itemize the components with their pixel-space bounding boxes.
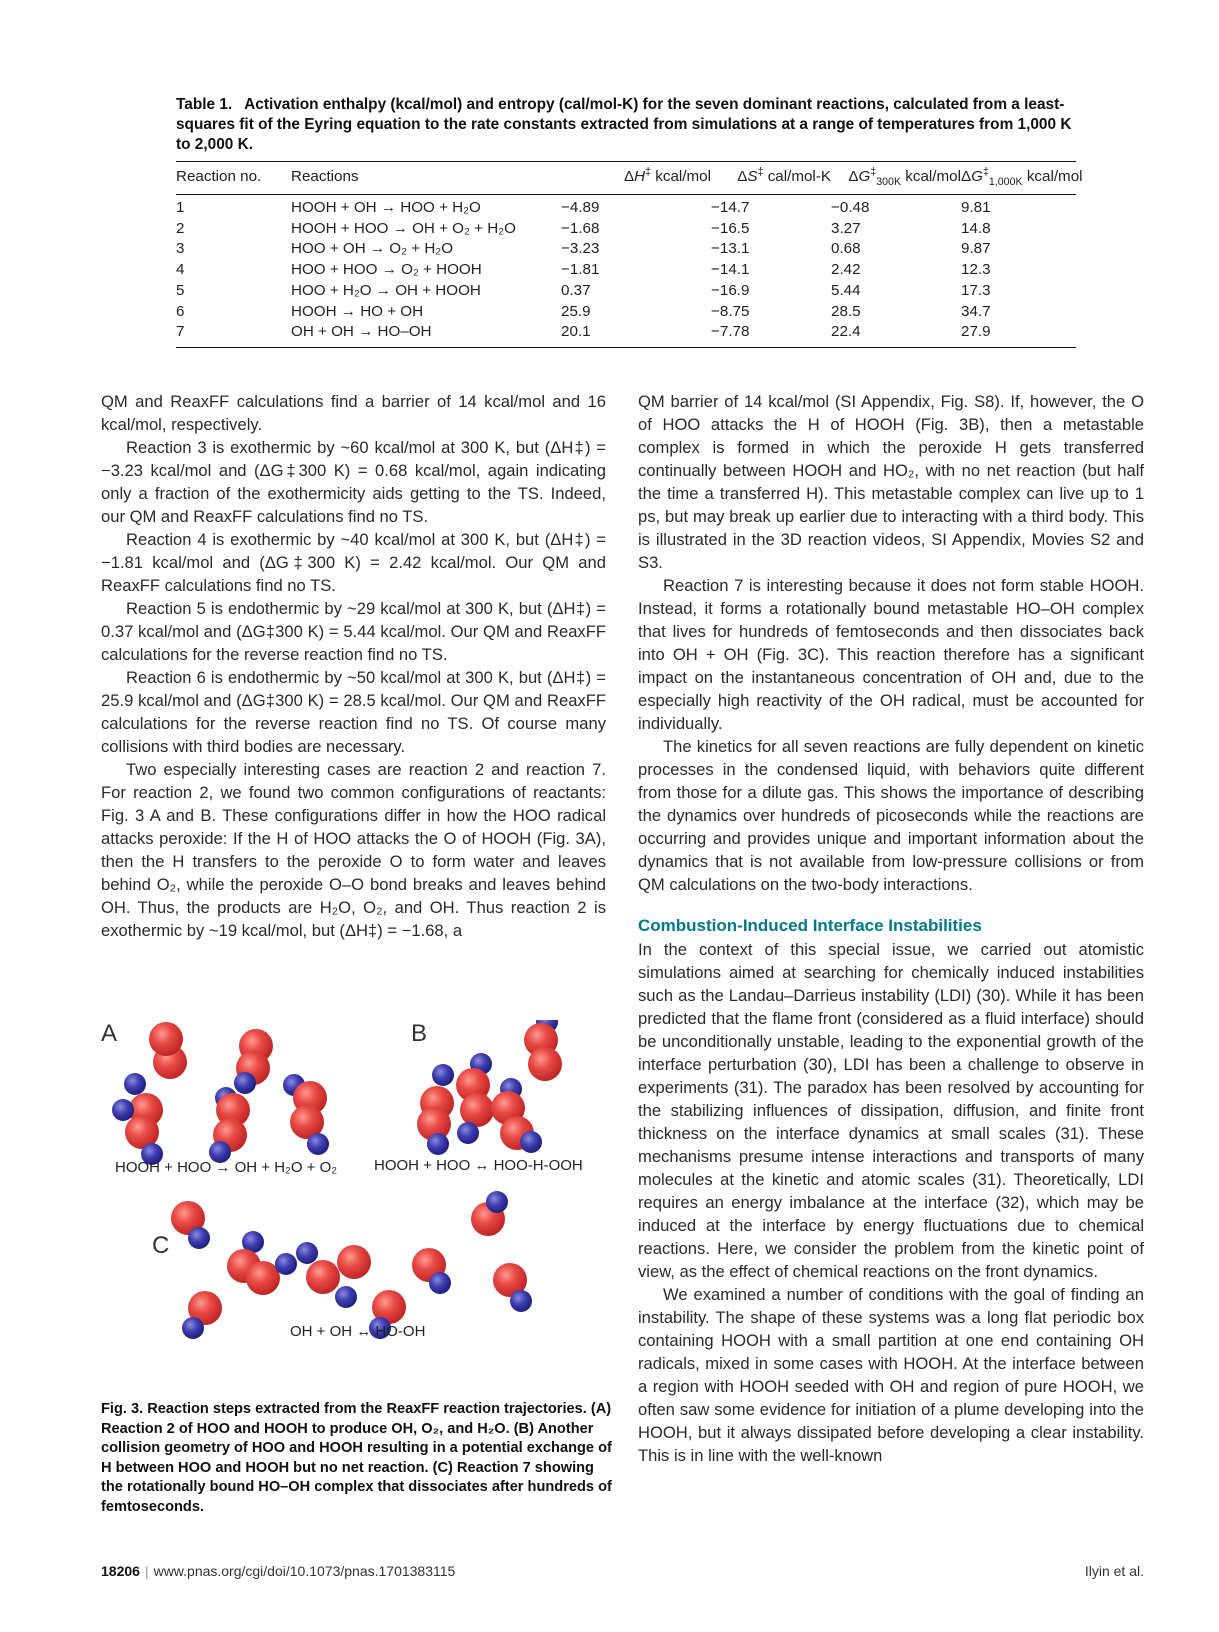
cell-no: 1 [176, 199, 185, 216]
cell-ds: −14.1 [711, 261, 750, 279]
data-table [176, 162, 1083, 343]
footer-left: 18206 | www.pnas.org/cgi/doi/10.1073/pnas.1701383115 [101, 1563, 456, 1579]
oxygen-atom [149, 1022, 183, 1056]
table-1 [176, 95, 1083, 348]
left-column [101, 390, 606, 942]
cell-dh: −1.81 [561, 261, 600, 279]
oxygen-atom [460, 1093, 494, 1127]
cell-reaction: HOO + HOO → O₂ + HOOH [291, 261, 482, 279]
cell-dg300: 22.4 [831, 323, 861, 341]
oxygen-atom [306, 1260, 340, 1294]
panel-label-b: B [411, 1020, 428, 1047]
cell-dg300: −0.48 [831, 199, 870, 216]
right-paragraph-5: We examined a number of conditions with the goal of finding an instability. The shape of these systems was a long flat periodic box containing HOOH with a small partition at one end containing OH radicals, mixed in some cases with HOOH. At the interface between a region with HOOH seeded with OH and region of pure HOOH, we often saw some evidence for initiation of a plume developing into the HOOH, but it always dissipated before developing a clear instability. This is in line with the well-known [638, 1285, 1144, 1465]
cell-dg300: 3.27 [831, 219, 861, 237]
left-paragraph-5: Reaction 6 is endothermic by ~50 kcal/mol at 300 K, but (ΔH‡) = 25.9 kcal/mol and (ΔG‡300 K) = 28.5 kcal/mol. Our QM and ReaxFF calculations for the reverse reaction find no TS. Of course many collisions with third bodies are necessary. [101, 668, 606, 756]
col-header-dg300: $\Delta G^\ddagger_{300K}$ kcal/mol [848, 165, 961, 188]
hydrogen-atom [124, 1073, 146, 1095]
cell-no: 6 [176, 302, 185, 320]
hydrogen-atom [188, 1227, 210, 1249]
hydrogen-atom [112, 1099, 134, 1121]
cell-dh: −4.89 [561, 199, 600, 216]
cell-reaction: HOOH → HO + OH [291, 302, 424, 320]
cell-dh: −1.68 [561, 219, 600, 237]
cell-dh: 0.37 [561, 281, 591, 299]
figure-3 [100, 1020, 620, 1400]
right-paragraph-4: In the context of this special issue, we carried out atomistic simulations aimed at searching for chemically induced instabilities such as the Landau–Darrieus instability (LDI) (30). While it has been predicted that the flame front (considered as a fluid interface) should be unconditionally unstable, leading to the exponential growth of the interface perturbation (30), LDI has been a challenge to observe in experiments (31). The paradox has been resolved by accounting for the stabilizing influences of dissipation, diffusion, and finite front thickness on the interface dynamics at small scales (31). These mechanisms presume intense interactions and transports of many molecules at the kinetic and atomic scales (31). Theoretically, LDI requires an energy imbalance at the interface (32), which may be induced at the interface by energy fluctuations due to chemical reactions. Here, we consider the problem from the kinetic point of view, as the effect of chemical reactions on the front dynamics. [638, 940, 1144, 1281]
left-paragraph-1: QM and ReaxFF calculations find a barrier of 14 kcal/mol and 16 kcal/mol, respectively. [101, 392, 606, 434]
panel-label-c: C [152, 1232, 170, 1259]
cell-dg300: 2.42 [831, 261, 861, 279]
table-row [176, 219, 1076, 240]
cell-reaction: HOOH + OH → HOO + H₂O [291, 199, 481, 216]
panel-label-a: A [101, 1020, 118, 1047]
right-column [638, 390, 1144, 1467]
table-header-row [176, 162, 1076, 190]
table-row [176, 239, 1076, 260]
page-number: 18206 [101, 1563, 140, 1579]
col-header-ds: ΔS‡ cal/mol-K [737, 165, 831, 185]
cell-dg1000: 12.3 [961, 261, 991, 279]
hydrogen-atom [275, 1253, 297, 1275]
cell-no: 2 [176, 219, 185, 237]
hydrogen-atom [510, 1290, 532, 1312]
table-caption-text: Activation enthalpy (kcal/mol) and entropy (cal/mol-K) for the seven dominant reactions, calculated from a least-squares fit of the Eyring equation to the rate constants extracted from simulations at a range of temperatures from 1,000 K to 2,000 K. [176, 96, 1072, 153]
cell-ds: −7.78 [711, 323, 750, 341]
cell-no: 4 [176, 261, 185, 279]
hydrogen-atom [427, 1133, 449, 1155]
cell-dg300: 5.44 [831, 281, 861, 299]
table-row [176, 198, 1076, 219]
oxygen-atom [528, 1047, 562, 1081]
table-row [176, 281, 1076, 302]
panel-caption-a: HOOH + HOO → OH + H₂O + O₂ [115, 1159, 338, 1176]
cell-ds: −13.1 [711, 240, 750, 258]
cell-dg1000: 27.9 [961, 323, 991, 341]
table-caption [176, 95, 1076, 155]
hydrogen-atom [234, 1072, 256, 1094]
cell-ds: −16.9 [711, 281, 750, 299]
col-header-dh: ΔH‡ kcal/mol [624, 165, 711, 185]
molecule-illustration [100, 1020, 620, 1360]
table-row [176, 322, 1076, 343]
right-paragraph-1: QM barrier of 14 kcal/mol (SI Appendix, Fig. S8). If, however, the O of HOO attacks the H of HOOH (Fig. 3B), then a metastable complex is formed in which the peroxide H gets transferred continually between HOOH and HO₂, with no net reaction (but half the time a transferred H). This metastable complex can live up to 1 ps, but may break up earlier due to interacting with a third body. This is illustrated in the 3D reaction videos, SI Appendix, Movies S2 and S3. [638, 392, 1144, 572]
cell-reaction: HOO + H₂O → OH + HOOH [291, 281, 481, 299]
footer-authors: Ilyin et al. [1084, 1563, 1144, 1579]
col-header-reactions: Reactions [291, 167, 359, 185]
oxygen-atom [337, 1245, 371, 1279]
cell-dg300: 28.5 [831, 302, 861, 320]
panel-caption-c: OH + OH ↔ HO-OH [290, 1323, 426, 1340]
cell-dg1000: 34.7 [961, 302, 991, 320]
cell-no: 3 [176, 240, 185, 258]
table-row [176, 260, 1076, 281]
left-paragraph-4: Reaction 5 is endothermic by ~29 kcal/mol at 300 K, but (ΔH‡) = 0.37 kcal/mol and (ΔG‡300 K) = 5.44 kcal/mol. Our QM and ReaxFF calculations for the reverse reaction find no TS. [101, 599, 606, 664]
hydrogen-atom [486, 1191, 508, 1213]
right-paragraph-3: The kinetics for all seven reactions are fully dependent on kinetic processes in the condensed liquid, with behaviors quite different from those for a dilute gas. This shows the importance of describing the dynamics over hundreds of picoseconds while the reactions are occurring and provides unique and important information about the dynamics that is not available from low-pressure collisions or from QM calculations on the two-body interactions. [638, 737, 1144, 894]
cell-dg1000: 9.81 [961, 199, 991, 216]
oxygen-atom [246, 1261, 280, 1295]
col-header-no: Reaction no. [176, 167, 262, 185]
cell-ds: −14.7 [711, 199, 750, 216]
hydrogen-atom [457, 1122, 479, 1144]
hydrogen-atom [432, 1064, 454, 1086]
hydrogen-atom [335, 1286, 357, 1308]
cell-dh: −3.23 [561, 240, 600, 258]
cell-reaction: HOOH + HOO → OH + O₂ + H₂O [291, 219, 516, 237]
cell-ds: −8.75 [711, 302, 750, 320]
doi-link[interactable]: www.pnas.org/cgi/doi/10.1073/pnas.1701383115 [153, 1563, 456, 1579]
cell-dg1000: 14.8 [961, 219, 991, 237]
cell-reaction: OH + OH → HO–OH [291, 323, 432, 341]
cell-ds: −16.5 [711, 219, 750, 237]
hydrogen-atom [182, 1317, 204, 1339]
hydrogen-atom [520, 1131, 542, 1153]
table-label: Table 1. [176, 96, 233, 113]
cell-dh: 20.1 [561, 323, 591, 341]
hydrogen-atom [429, 1272, 451, 1294]
cell-dh: 25.9 [561, 302, 591, 320]
table-row [176, 302, 1076, 323]
cell-dg1000: 9.87 [961, 240, 991, 258]
hydrogen-atom [307, 1133, 329, 1155]
cell-reaction: HOO + OH → O₂ + H₂O [291, 240, 454, 258]
section-heading: Combustion-Induced Interface Instabilities [638, 916, 982, 935]
left-paragraph-2: Reaction 3 is exothermic by ~60 kcal/mol at 300 K, but (ΔH‡) = −3.23 kcal/mol and (ΔG‡300 K) = 0.68 kcal/mol, again indicating only a fraction of the exothermicity aids getting to the TS. Indeed, our QM and ReaxFF calculations find no TS. [101, 438, 606, 526]
left-paragraph-3: Reaction 4 is exothermic by ~40 kcal/mol at 300 K, but (ΔH‡) = −1.81 kcal/mol and (ΔG‡300 K) = 2.42 kcal/mol. Our QM and ReaxFF calculations find no TS. [101, 530, 606, 595]
figure-caption: Fig. 3. Reaction steps extracted from the ReaxFF reaction trajectories. (A) Reaction 2 of HOO and HOOH to produce OH, O₂, and H₂O. (B) Another collision geometry of HOO and HOOH resulting in a potential exchange of H between HOO and HOOH but no net reaction. (C) Reaction 7 showing the rotationally bound HO–OH complex that dissociates after hundreds of femtoseconds. [101, 1401, 612, 1515]
col-header-dg1000: $\Delta G^\ddagger_{1,000K}$ kcal/mol [961, 165, 1083, 188]
right-paragraph-2: Reaction 7 is interesting because it does not form stable HOOH. Instead, it forms a rotationally bound metastable HO–OH complex that lives for hundreds of femtoseconds and then dissociates back into OH + OH (Fig. 3C). This reaction therefore has a significant impact on the instantaneous concentration of OH and, due to the especially high reactivity of the OH radical, must be accounted for individually. [638, 576, 1144, 733]
cell-no: 5 [176, 281, 185, 299]
cell-dg300: 0.68 [831, 240, 861, 258]
left-paragraph-6: Two especially interesting cases are reaction 2 and reaction 7. For reaction 2, we found two common configurations of reactants: Fig. 3 A and B. These configurations differ in how the HOO radical attacks peroxide: If the H of HOO attacks the O of HOOH (Fig. 3A), then the H transfers to the peroxide O to form water and leaves behind O₂, while the peroxide O–O bond breaks and leaves behind OH. Thus, the products are H₂O, O₂, and OH. Thus reaction 2 is exothermic by ~19 kcal/mol, but (ΔH‡) = −1.68, a [101, 760, 606, 940]
panel-caption-b: HOOH + HOO ↔ HOO-H-OOH [374, 1157, 583, 1174]
hydrogen-atom [296, 1242, 318, 1264]
cell-no: 7 [176, 323, 185, 341]
cell-dg1000: 17.3 [961, 281, 991, 299]
